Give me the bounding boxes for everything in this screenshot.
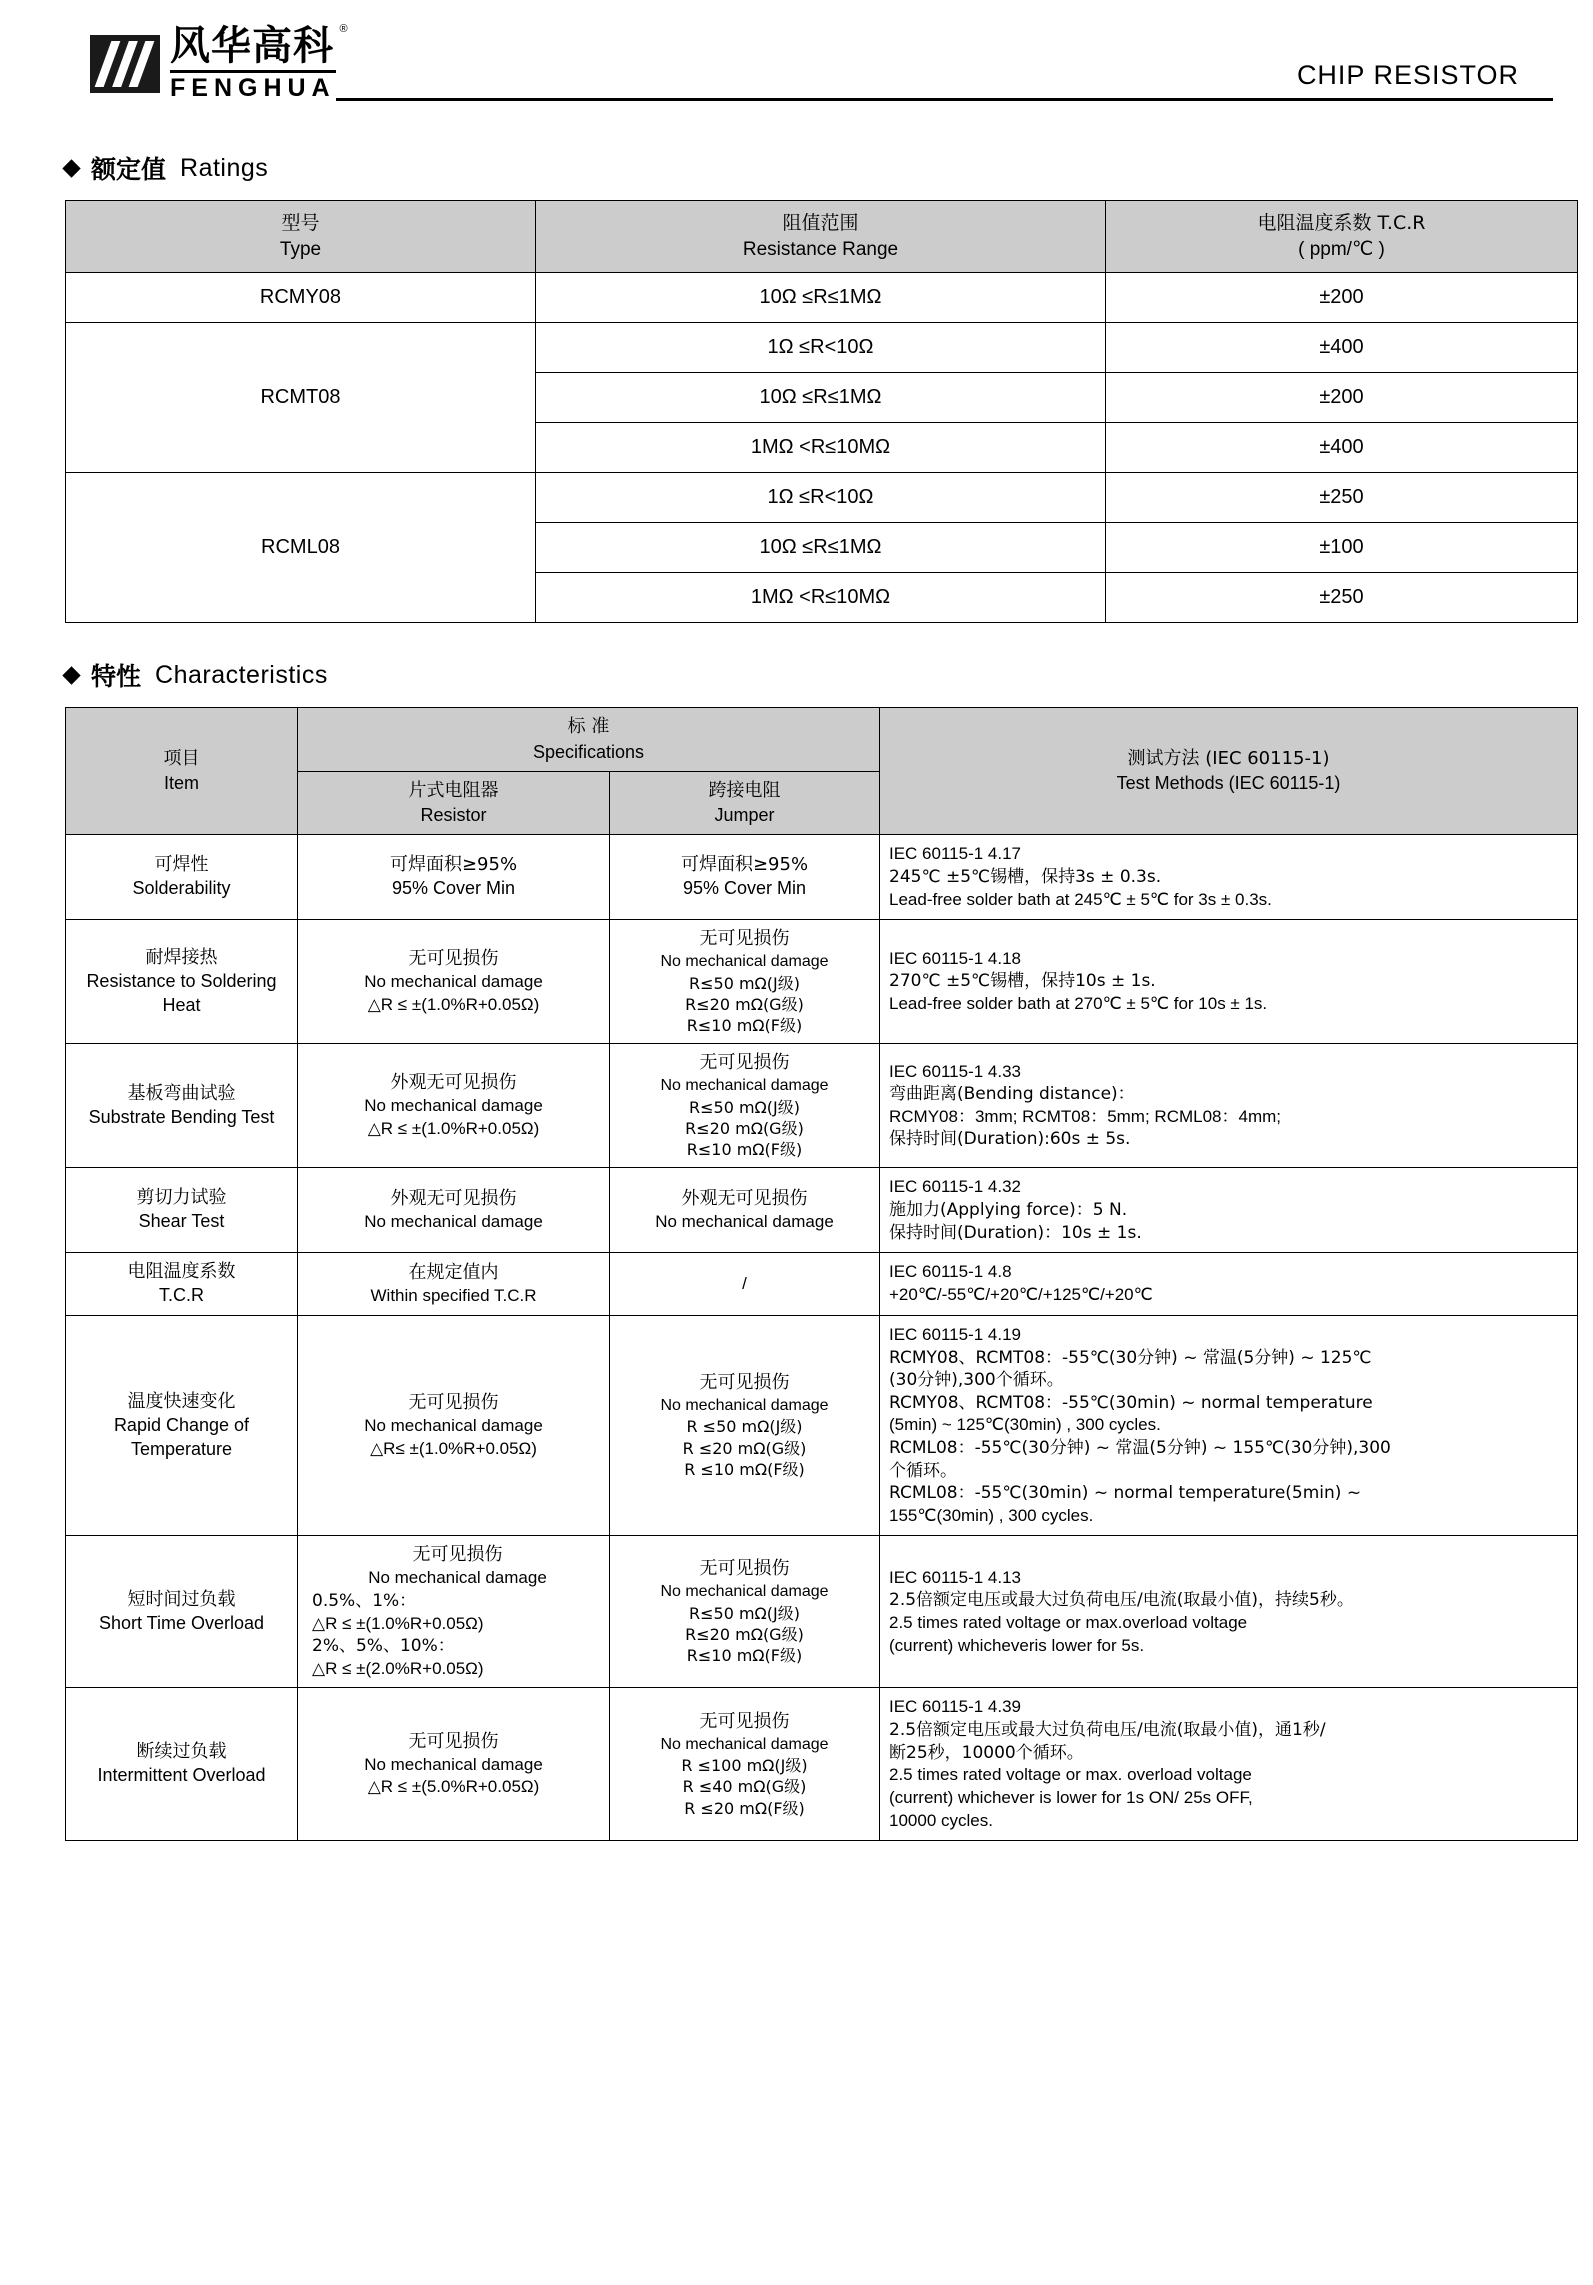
chars-resistor-spec: 无可见损伤 No mechanical damage △R≤ ±(1.0%R+0.05Ω) xyxy=(298,1316,610,1536)
ratings-range: 10Ω ≤R≤1MΩ xyxy=(536,273,1106,323)
chars-header-jumper xyxy=(610,771,880,835)
ratings-range: 10Ω ≤R≤1MΩ xyxy=(536,373,1106,423)
table-row xyxy=(66,1316,1578,1536)
chars-item: 剪切力试验 Shear Test xyxy=(66,1168,298,1253)
table-row xyxy=(66,920,1578,1044)
logo-wordmark xyxy=(170,23,348,102)
chars-header-resistor-cn: 片式电阻器 xyxy=(408,779,499,801)
chars-header-method-cn: 测试方法 (IEC 60115-1) xyxy=(1127,748,1330,770)
chars-test-method: IEC 60115-1 4.8 +20℃/-55℃/+20℃/+125℃/+20℃ xyxy=(880,1253,1578,1316)
chars-header-resistor-en: Resistor xyxy=(420,805,487,826)
chars-test-method: IEC 60115-1 4.39 2.5倍额定电压或最大过负荷电压/电流(取最小值)，通1秒/ 断25秒，10000个循环。 2.5 times rated voltage or max. overload voltage (current) whichever is lower for 1s ON/ 25s OFF, 10000 cycles. xyxy=(880,1688,1578,1841)
company-logo xyxy=(40,23,348,102)
ratings-range: 1MΩ <R≤10MΩ xyxy=(536,573,1106,623)
ratings-header-range xyxy=(536,201,1106,273)
chars-resistor-spec: 无可见损伤 No mechanical damage △R ≤ ±(1.0%R+0.05Ω) xyxy=(298,920,610,1044)
ratings-tcr: ±200 xyxy=(1106,273,1578,323)
logo-english-name: FENGHUA xyxy=(170,70,336,101)
chars-jumper-spec: 外观无可见损伤 No mechanical damage xyxy=(610,1168,880,1253)
chars-jumper-spec: 无可见损伤 No mechanical damage R≤50 mΩ(J级) R≤20 mΩ(G级) R≤10 mΩ(F级) xyxy=(610,1536,880,1688)
chars-header-test-methods xyxy=(880,708,1578,835)
ratings-header-range-en: Resistance Range xyxy=(742,238,899,260)
ratings-table xyxy=(65,200,1578,623)
ratings-header-tcr xyxy=(1106,201,1578,273)
chars-header-item xyxy=(66,708,298,835)
chars-jumper-spec: 无可见损伤 No mechanical damage R ≤100 mΩ(J级) R ≤40 mΩ(G级) R ≤20 mΩ(F级) xyxy=(610,1688,880,1841)
ratings-header-type-en: Type xyxy=(279,238,322,260)
chars-test-method: IEC 60115-1 4.33 弯曲距离(Bending distance)： RCMY08：3mm; RCMT08：5mm; RCML08：4mm; 保持时间(Duration):60s ± 5s. xyxy=(880,1044,1578,1168)
chars-item: 温度快速变化 Rapid Change of Temperature xyxy=(66,1316,298,1536)
header-right xyxy=(336,23,1553,101)
page-header xyxy=(40,23,1553,116)
chars-jumper-spec: 无可见损伤 No mechanical damage R≤50 mΩ(J级) R≤20 mΩ(G级) R≤10 mΩ(F级) xyxy=(610,1044,880,1168)
table-row xyxy=(66,1044,1578,1168)
chars-header-item-cn: 项目 xyxy=(163,748,200,770)
characteristics-heading-cn: 特性 xyxy=(91,662,142,692)
ratings-header-range-cn: 阻值范围 xyxy=(782,212,859,234)
chars-resistor-spec: 无可见损伤 No mechanical damage 0.5%、1%： △R ≤ ±(1.0%R+0.05Ω) 2%、5%、10%： △R ≤ ±(2.0%R+0.05Ω) xyxy=(298,1536,610,1688)
chars-header-jumper-en: Jumper xyxy=(714,805,775,826)
characteristics-table xyxy=(65,707,1578,1841)
ratings-tcr: ±100 xyxy=(1106,523,1578,573)
chars-header-method-en: Test Methods (IEC 60115-1) xyxy=(1116,773,1341,794)
registered-mark: ® xyxy=(339,23,348,35)
table-row xyxy=(66,1168,1578,1253)
header-divider xyxy=(336,98,1553,101)
chars-jumper-spec: 可焊面积≥95% 95% Cover Min xyxy=(610,835,880,920)
chars-resistor-spec: 在规定值内 Within specified T.C.R xyxy=(298,1253,610,1316)
characteristics-section-heading xyxy=(40,657,1553,693)
chars-header-item-en: Item xyxy=(163,773,199,794)
chars-resistor-spec: 可焊面积≥95% 95% Cover Min xyxy=(298,835,610,920)
diamond-bullet-icon xyxy=(62,666,80,684)
table-row xyxy=(66,273,1578,323)
chars-header-jumper-cn: 跨接电阻 xyxy=(708,779,781,801)
ratings-tcr: ±400 xyxy=(1106,323,1578,373)
characteristics-heading-en: Characteristics xyxy=(155,660,328,689)
chars-test-method: IEC 60115-1 4.13 2.5倍额定电压或最大过负荷电压/电流(取最小值)，持续5秒。 2.5 times rated voltage or max.overload voltage (current) whicheveris lower for 5s. xyxy=(880,1536,1578,1688)
ratings-heading-en: Ratings xyxy=(180,153,269,182)
table-header-row xyxy=(66,201,1578,273)
chars-resistor-spec: 无可见损伤 No mechanical damage △R ≤ ±(5.0%R+0.05Ω) xyxy=(298,1688,610,1841)
chars-header-spec-cn: 标 准 xyxy=(567,716,610,738)
chars-resistor-spec: 外观无可见损伤 No mechanical damage △R ≤ ±(1.0%R+0.05Ω) xyxy=(298,1044,610,1168)
logo-chinese-name: 风华高科 xyxy=(170,23,334,69)
ratings-type-rcmy08: RCMY08 xyxy=(66,273,536,323)
ratings-type-rcml08: RCML08 xyxy=(66,473,536,623)
chars-header-specifications xyxy=(298,708,880,772)
chars-test-method: IEC 60115-1 4.19 RCMY08、RCMT08：-55℃(30分钟) ~ 常温(5分钟) ~ 125℃ (30分钟),300个循环。 RCMY08、RCMT08：-55℃(30min) ~ normal temperature (5min) ~ 125℃(30min) , 300 cycles. RCML08：-55℃(30分钟) ~ 常温(5分钟) ~ 155℃(30分钟),300 个循环。 RCML08：-55℃(30min) ~ normal temperature(5min) ~ 155℃(30min) , 300 cycles. xyxy=(880,1316,1578,1536)
chars-item: 可焊性 Solderability xyxy=(66,835,298,920)
ratings-tcr: ±400 xyxy=(1106,423,1578,473)
chars-test-method: IEC 60115-1 4.17 245℃ ±5℃锡槽，保持3s ± 0.3s. Lead-free solder bath at 245℃ ± 5℃ for 3s ± 0.3s. xyxy=(880,835,1578,920)
chars-resistor-spec: 外观无可见损伤 No mechanical damage xyxy=(298,1168,610,1253)
chars-item: 电阻温度系数 T.C.R xyxy=(66,1253,298,1316)
ratings-heading-cn: 额定值 xyxy=(91,155,167,184)
ratings-tcr: ±250 xyxy=(1106,573,1578,623)
table-row xyxy=(66,1688,1578,1841)
chars-item: 基板弯曲试验 Substrate Bending Test xyxy=(66,1044,298,1168)
ratings-header-tcr-cn: 电阻温度系数 T.C.R xyxy=(1257,212,1426,234)
chars-item: 短时间过负载 Short Time Overload xyxy=(66,1536,298,1688)
chars-test-method: IEC 60115-1 4.18 270℃ ±5℃锡槽，保持10s ± 1s. Lead-free solder bath at 270℃ ± 5℃ for 10s ± 1s. xyxy=(880,920,1578,1044)
ratings-range: 10Ω ≤R≤1MΩ xyxy=(536,523,1106,573)
ratings-header-type xyxy=(66,201,536,273)
chars-header-spec-en: Specifications xyxy=(532,741,645,762)
table-row xyxy=(66,323,1578,373)
chars-test-method: IEC 60115-1 4.32 施加力(Applying force)：5 N. 保持时间(Duration)：10s ± 1s. xyxy=(880,1168,1578,1253)
ratings-header-type-cn: 型号 xyxy=(281,212,320,234)
ratings-section-heading xyxy=(40,150,1553,186)
chars-jumper-spec: 无可见损伤 No mechanical damage R ≤50 mΩ(J级) R ≤20 mΩ(G级) R ≤10 mΩ(F级) xyxy=(610,1316,880,1536)
chars-item: 耐焊接热 Resistance to Soldering Heat xyxy=(66,920,298,1044)
table-row xyxy=(66,835,1578,920)
ratings-tcr: ±200 xyxy=(1106,373,1578,423)
table-row xyxy=(66,473,1578,523)
ratings-range: 1MΩ <R≤10MΩ xyxy=(536,423,1106,473)
page-title: CHIP RESISTOR xyxy=(1296,60,1519,90)
ratings-tcr: ±250 xyxy=(1106,473,1578,523)
chars-item: 断续过负载 Intermittent Overload xyxy=(66,1688,298,1841)
table-row xyxy=(66,1253,1578,1316)
fenghua-logo-icon xyxy=(90,35,160,93)
chars-jumper-spec: 无可见损伤 No mechanical damage R≤50 mΩ(J级) R≤20 mΩ(G级) R≤10 mΩ(F级) xyxy=(610,920,880,1044)
ratings-range: 1Ω ≤R<10Ω xyxy=(536,473,1106,523)
table-header-row xyxy=(66,708,1578,772)
table-row xyxy=(66,1536,1578,1688)
chars-jumper-spec: / xyxy=(610,1253,880,1316)
ratings-type-rcmt08: RCMT08 xyxy=(66,323,536,473)
ratings-range: 1Ω ≤R<10Ω xyxy=(536,323,1106,373)
diamond-bullet-icon xyxy=(62,159,80,177)
chars-header-resistor xyxy=(298,771,610,835)
ratings-header-tcr-en: ( ppm/℃ ) xyxy=(1298,238,1385,260)
